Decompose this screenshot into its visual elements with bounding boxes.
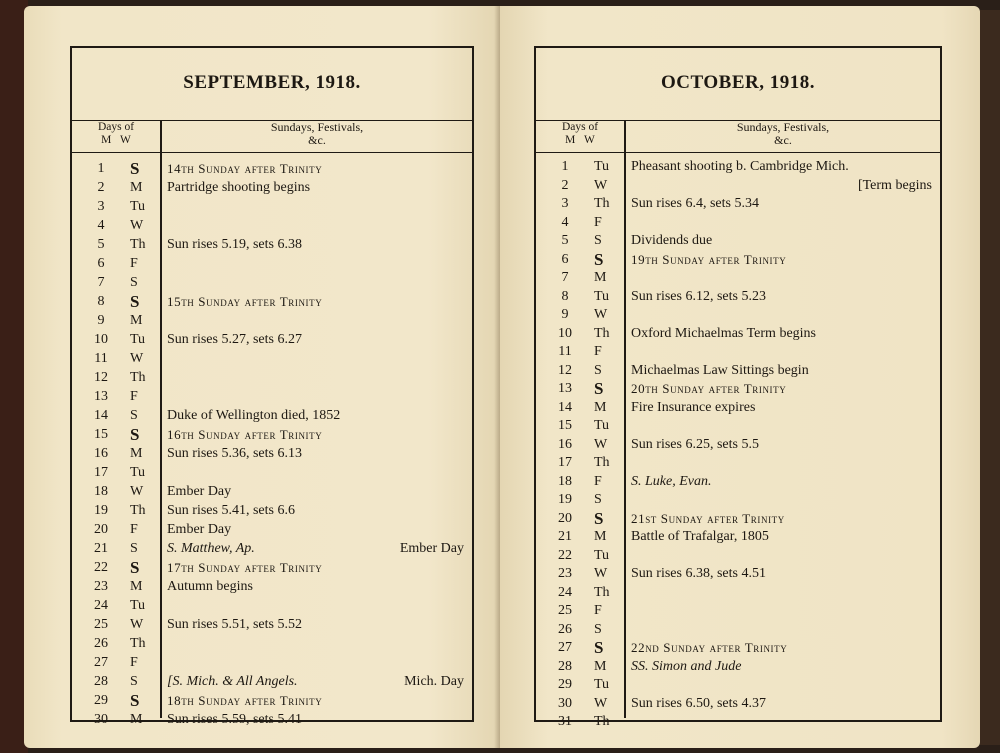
day-of-month: 4: [97, 218, 105, 233]
day-of-month: 16: [558, 436, 572, 452]
day-row: [536, 399, 940, 417]
day-event: Sun rises 5.36, sets 6.13: [167, 446, 302, 461]
day-of-week: F: [594, 473, 602, 489]
day-of-week: Th: [130, 636, 146, 651]
day-of-month: 28: [94, 674, 108, 689]
day-of-month: 2: [97, 180, 105, 195]
day-of-month: 14: [558, 399, 572, 415]
day-row: [72, 654, 472, 672]
day-event: Sun rises 5.41, sets 6.6: [167, 503, 295, 518]
day-of-month: 15: [558, 418, 572, 433]
day-of-week: M: [594, 658, 607, 674]
day-row: [72, 521, 472, 539]
day-row: [536, 454, 940, 472]
day-event: Sun rises 6.4, sets 5.34: [631, 196, 759, 211]
day-of-week: W: [594, 436, 608, 452]
day-row: [536, 584, 940, 602]
day-of-month: 31: [558, 714, 572, 729]
day-row: [72, 578, 472, 596]
sundays-header: [626, 121, 940, 147]
day-row: [72, 217, 472, 235]
day-event-secondary: Mich. Day: [404, 674, 464, 689]
day-of-month: 19: [558, 492, 572, 507]
day-of-month: 8: [97, 294, 105, 309]
day-of-month: 23: [558, 566, 572, 581]
day-row: [72, 559, 472, 577]
day-of-week: S: [594, 508, 604, 528]
day-of-month: 7: [561, 270, 569, 285]
day-row: [536, 491, 940, 509]
day-of-week: S: [130, 541, 138, 556]
day-of-month: 15: [94, 427, 108, 442]
day-row: [72, 635, 472, 653]
day-row: [72, 255, 472, 273]
day-event: Partridge shooting begins: [167, 180, 311, 195]
day-row: [536, 269, 940, 287]
day-of-week: Tu: [594, 677, 610, 692]
day-row: [536, 195, 940, 213]
w-label: W: [120, 134, 131, 146]
day-event: Sun rises 5.59, sets 5.41: [167, 712, 302, 727]
day-event: S. Matthew, Ap.: [167, 541, 255, 556]
m-label: M: [565, 134, 576, 146]
day-of-month: 7: [97, 275, 105, 290]
day-event: Autumn begins: [167, 579, 253, 594]
m-w-labels: [536, 134, 624, 147]
day-of-week: Th: [130, 370, 146, 385]
day-of-week: W: [594, 307, 608, 322]
day-of-month: 3: [561, 196, 569, 211]
m-w-labels: [72, 134, 160, 147]
day-row: [536, 639, 940, 657]
day-of-month: 3: [97, 199, 105, 214]
day-of-month: 6: [561, 251, 569, 267]
day-of-week: M: [594, 270, 607, 285]
day-of-week: F: [594, 214, 602, 230]
day-row: [536, 362, 940, 380]
day-of-month: 19: [94, 503, 108, 518]
day-row: [536, 602, 940, 620]
day-of-month: 25: [558, 603, 572, 618]
day-of-week: S: [594, 492, 602, 507]
day-of-month: 20: [94, 522, 108, 537]
september-page: [24, 6, 500, 748]
day-row: [72, 445, 472, 463]
book-edge: [980, 10, 1000, 745]
day-event: Sun rises 6.12, sets 5.23: [631, 288, 766, 304]
day-of-week: M: [130, 446, 143, 461]
september-frame: [70, 46, 474, 727]
day-of-month: 16: [94, 446, 108, 461]
day-of-week: F: [594, 603, 602, 618]
day-of-week: W: [594, 177, 608, 193]
day-of-week: M: [594, 529, 607, 544]
day-of-week: W: [130, 617, 144, 632]
day-row: [536, 528, 940, 546]
day-row: [536, 288, 940, 306]
day-row: [72, 540, 472, 558]
day-of-month: 10: [558, 325, 572, 341]
day-of-week: Tu: [130, 332, 146, 347]
day-row: [72, 388, 472, 406]
day-event: Duke of Wellington died, 1852: [167, 408, 341, 423]
day-row: [536, 325, 940, 343]
sundays-header: [162, 121, 472, 147]
day-of-week: Th: [594, 584, 610, 600]
day-event: 21st Sunday after Trinity: [631, 510, 785, 526]
day-row: [536, 713, 940, 731]
day-of-month: 27: [94, 655, 108, 670]
day-of-week: S: [130, 674, 138, 689]
day-of-week: W: [594, 566, 608, 581]
day-row: [72, 331, 472, 349]
day-event: Sun rises 6.38, sets 4.51: [631, 566, 766, 581]
day-event: Sun rises 5.19, sets 6.38: [167, 237, 302, 252]
day-event: 19th Sunday after Trinity: [631, 251, 787, 267]
day-row: [72, 198, 472, 216]
day-of-month: 30: [558, 695, 572, 711]
day-of-week: M: [130, 313, 143, 328]
day-of-month: 29: [558, 677, 572, 692]
day-of-week: M: [130, 712, 143, 727]
day-row: [536, 232, 940, 250]
day-event: 18th Sunday after Trinity: [167, 693, 323, 708]
day-of-week: W: [130, 351, 144, 366]
day-row: [72, 274, 472, 292]
day-event: 20th Sunday after Trinity: [631, 381, 787, 396]
day-row: [536, 251, 940, 269]
day-of-week: S: [130, 159, 140, 178]
day-of-month: 13: [94, 389, 108, 404]
day-of-month: 2: [561, 177, 569, 193]
day-of-month: 14: [94, 408, 108, 423]
etc-label: &c.: [308, 133, 326, 147]
day-event: Oxford Michaelmas Term begins: [631, 325, 816, 341]
day-of-month: 24: [558, 584, 572, 600]
day-row: [72, 711, 472, 729]
days-of-label: Days of: [97, 121, 135, 133]
day-of-month: 13: [558, 381, 572, 396]
sundays-label: Sundays, Festivals,: [270, 120, 364, 134]
day-of-week: S: [130, 425, 140, 444]
day-of-month: 22: [558, 547, 572, 563]
day-row: [536, 547, 940, 565]
day-event: Michaelmas Law Sittings begin: [631, 362, 809, 378]
day-of-week: S: [130, 275, 138, 290]
day-event: Battle of Trafalgar, 1805: [631, 529, 769, 544]
day-of-week: W: [130, 484, 144, 499]
day-of-week: M: [130, 579, 143, 594]
day-of-week: S: [594, 621, 602, 637]
day-of-week: Th: [594, 714, 610, 729]
day-row: [536, 343, 940, 361]
day-of-month: 9: [561, 307, 569, 322]
day-of-month: 8: [561, 288, 569, 304]
day-of-week: Tu: [594, 159, 610, 174]
day-event: Sun rises 6.50, sets 4.37: [631, 695, 766, 711]
day-event: S. Luke, Evan.: [631, 473, 712, 489]
day-of-week: Th: [594, 455, 610, 470]
day-event: 14th Sunday after Trinity: [167, 161, 323, 176]
day-of-week: F: [130, 655, 138, 670]
day-of-month: 17: [558, 455, 572, 470]
page-title: SEPTEMBER, 1918.: [183, 72, 361, 93]
day-of-month: 20: [558, 510, 572, 526]
day-of-month: 26: [558, 621, 572, 637]
day-of-month: 1: [561, 159, 569, 174]
day-of-month: 12: [94, 370, 108, 385]
day-row: [72, 160, 472, 178]
day-row: [536, 436, 940, 454]
day-of-week: S: [594, 233, 602, 248]
day-of-week: S: [594, 379, 604, 398]
day-of-month: 17: [94, 465, 108, 480]
day-row: [536, 380, 940, 398]
day-of-week: Tu: [130, 598, 146, 613]
day-of-month: 30: [94, 712, 108, 727]
day-of-month: 25: [94, 617, 108, 632]
day-row: [72, 407, 472, 425]
day-event: Sun rises 5.51, sets 5.52: [167, 617, 302, 632]
day-event: Ember Day: [167, 484, 232, 499]
day-of-week: Tu: [594, 547, 610, 563]
day-of-month: 21: [94, 541, 108, 556]
day-event: Fire Insurance expires: [631, 399, 756, 415]
header-bottom-rule: [536, 152, 940, 153]
day-event: [S. Mich. & All Angels.: [167, 674, 298, 689]
day-of-week: Th: [130, 503, 146, 518]
day-of-month: 28: [558, 658, 572, 674]
day-of-month: 5: [97, 237, 105, 252]
day-row: [72, 426, 472, 444]
day-row: [72, 597, 472, 615]
day-of-week: W: [130, 218, 144, 233]
day-row: [536, 473, 940, 491]
day-event-secondary: Ember Day: [399, 541, 464, 556]
day-of-month: 27: [558, 640, 572, 655]
day-of-week: Tu: [594, 418, 610, 433]
day-row: [72, 483, 472, 501]
day-of-week: S: [130, 558, 140, 577]
day-of-week: W: [594, 695, 608, 711]
day-of-month: 11: [558, 344, 572, 359]
day-row: [536, 214, 940, 232]
day-of-month: 10: [94, 332, 108, 347]
day-event: 17th Sunday after Trinity: [167, 560, 323, 575]
day-of-week: Tu: [594, 288, 610, 304]
day-event: Pheasant shooting b. Cambridge Mich.: [631, 159, 849, 174]
day-row: [72, 236, 472, 254]
day-of-week: F: [130, 389, 138, 404]
day-of-month: 26: [94, 636, 108, 651]
day-row: [72, 616, 472, 634]
day-row: [72, 464, 472, 482]
day-of-month: 18: [558, 473, 572, 489]
day-of-week: Tu: [130, 465, 146, 480]
day-of-week: Tu: [130, 199, 146, 214]
day-of-month: 9: [97, 313, 105, 328]
day-row: [536, 695, 940, 713]
day-row: [536, 510, 940, 528]
day-event: Sun rises 5.27, sets 6.27: [167, 332, 302, 347]
day-of-week: S: [130, 691, 140, 710]
day-of-month: 21: [558, 529, 572, 544]
day-event: [Term begins: [857, 177, 932, 193]
day-of-month: 22: [94, 560, 108, 575]
day-row: [536, 658, 940, 676]
day-of-month: 5: [561, 233, 569, 248]
day-row: [536, 676, 940, 694]
day-of-week: S: [594, 638, 604, 657]
etc-label: &c.: [774, 133, 792, 147]
day-of-week: S: [594, 249, 604, 269]
day-row: [72, 673, 472, 691]
day-row: [536, 565, 940, 583]
sundays-label: Sundays, Festivals,: [736, 120, 830, 134]
october-frame: [534, 46, 942, 729]
header-bottom-rule: [72, 152, 472, 153]
day-of-month: 29: [94, 693, 108, 708]
day-row: [536, 177, 940, 195]
day-row: [72, 179, 472, 197]
days-of-header: [536, 121, 624, 147]
m-label: M: [101, 134, 112, 146]
day-event: 22nd Sunday after Trinity: [631, 640, 788, 655]
days-of-label: Days of: [561, 121, 599, 133]
day-of-week: F: [130, 522, 138, 537]
day-of-month: 4: [561, 214, 569, 230]
day-event: SS. Simon and Jude: [631, 658, 742, 674]
day-event: Dividends due: [631, 233, 713, 248]
day-row: [72, 692, 472, 710]
day-of-week: F: [594, 344, 602, 359]
day-row: [72, 350, 472, 368]
day-of-week: Th: [130, 237, 146, 252]
day-row: [72, 312, 472, 330]
day-row: [536, 417, 940, 435]
day-event: 16th Sunday after Trinity: [167, 427, 323, 442]
day-row: [536, 158, 940, 176]
page-title: OCTOBER, 1918.: [661, 72, 815, 93]
day-row: [72, 293, 472, 311]
october-page: [500, 6, 980, 748]
day-of-month: 11: [94, 351, 108, 366]
day-row: [536, 621, 940, 639]
day-of-month: 6: [97, 256, 105, 271]
day-of-week: F: [130, 256, 138, 271]
day-of-week: S: [130, 408, 138, 423]
day-row: [72, 502, 472, 520]
day-of-week: S: [594, 362, 602, 378]
day-row: [536, 306, 940, 324]
day-of-month: 23: [94, 579, 108, 594]
days-of-header: [72, 121, 160, 147]
day-event: 15th Sunday after Trinity: [167, 294, 323, 309]
day-of-month: 18: [94, 484, 108, 499]
w-label: W: [584, 134, 595, 146]
day-of-month: 12: [558, 362, 572, 378]
day-of-month: 1: [97, 161, 105, 176]
day-row: [72, 369, 472, 387]
day-of-week: Th: [594, 325, 610, 341]
day-of-week: M: [130, 180, 143, 195]
day-event: Sun rises 6.25, sets 5.5: [631, 436, 759, 452]
day-of-week: M: [594, 399, 607, 415]
day-of-month: 24: [94, 598, 108, 613]
day-of-week: S: [130, 292, 140, 311]
day-of-week: Th: [594, 196, 610, 211]
day-event: Ember Day: [167, 522, 232, 537]
